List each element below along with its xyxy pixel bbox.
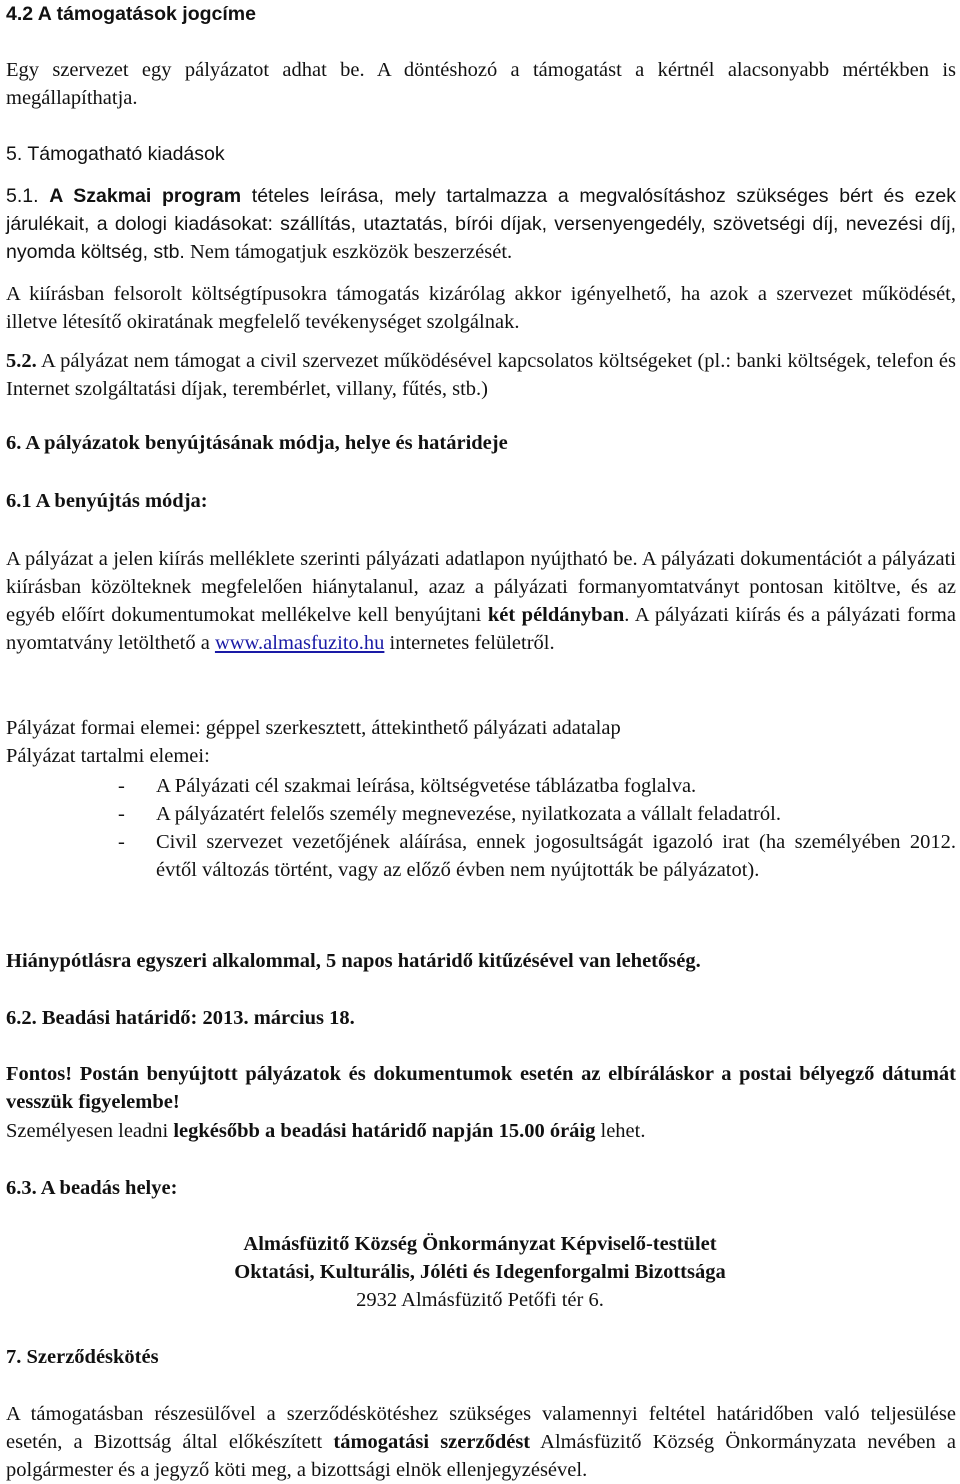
list-item-text: A pályázatért felelős személy megnevezése, nyilatkozata a vállalt feladatról.	[156, 803, 781, 825]
address-line-2: Oktatási, Kulturális, Jóléti és Idegenforgalmi Bizottsága	[234, 1261, 726, 1283]
content-elements-list	[118, 772, 956, 884]
section-5-1-paragraph	[6, 182, 956, 266]
section-6-1-text-1: A pályázat a jelen kiírás melléklete szerinti pályázati adatlapon nyújtható be. A pályázati dokumentációt a pályázati kiírásban közölteknek megfelelően hiánytalanul, azaz a pályázati formanyomtatványt pontosan kitöltve, és az egyéb előírt dokumentumokat mellékelve kell benyújtani	[6, 548, 956, 626]
section-7-paragraph	[6, 1400, 956, 1484]
section-7-text-1: A támogatásban részesülővel a szerződéskötéshez szükséges valamennyi feltétel határidőben való teljesülése esetén, a Bizottság által előkészített	[6, 1403, 956, 1453]
list-item	[118, 772, 956, 800]
section-7-bold: támogatási szerződést	[333, 1431, 531, 1453]
content-elements-line: Pályázat tartalmi elemei:	[6, 745, 210, 767]
section-5-1-tail: Nem támogatjuk eszközök beszerzését.	[184, 241, 513, 263]
personal-delivery-text-2: lehet.	[595, 1120, 646, 1142]
important-notice	[6, 1060, 956, 1116]
section-4-2-heading: 4.2 A támogatások jogcíme	[6, 3, 256, 25]
section-7-text-2: Almásfüzitő Község Önkormányzata nevében a polgármester és a jegyző köti meg, a bizottsági elnök ellenjegyzésével.	[6, 1431, 956, 1481]
section-6-2-heading: 6.2. Beadási határidő: 2013. március 18.	[6, 1007, 355, 1029]
section-5-2-text: A pályázat nem támogat a civil szervezet működésével kapcsolatos költségeket (pl.: banki költségek, telefon és Internet szolgáltatási díjak, terembérlet, villany, fűtés, stb.)	[6, 350, 956, 400]
section-5-1-number: 5.1.	[6, 185, 50, 207]
address-line-1: Almásfüzitő Község Önkormányzat Képviselő-testület	[243, 1233, 717, 1255]
list-item-text: A Pályázati cél szakmai leírása, költségvetése táblázatba foglalva.	[156, 775, 697, 797]
formal-elements-line: Pályázat formai elemei: géppel szerkesztett, áttekinthető pályázati adatalap	[6, 717, 621, 739]
section-6-1-heading: 6.1 A benyújtás módja:	[6, 490, 208, 512]
section-5-2-paragraph	[6, 347, 956, 403]
section-5-2-number: 5.2.	[6, 350, 37, 372]
section-5-heading: 5. Támogatható kiadások	[6, 143, 225, 165]
section-5-1-text: tételes leírása, mely tartalmazza a megvalósításhoz szükséges bért és ezek járulékait, a dologi kiadásokat: szállítás, utaztatás, bírói díjak, versenyengedély, szövetségi díj, nevezési díj, nyomda költség, stb.	[6, 185, 956, 263]
list-item-text: Civil szervezet vezetőjének aláírása, ennek jogosultságát igazoló irat (ha személyében 2012. évtől változás történt, vagy az előző évben nem nyújtották be pályázatot).	[156, 831, 956, 881]
personal-delivery-text-1: Személyesen leadni	[6, 1120, 174, 1142]
section-6-1-text-3: internetes felületről.	[384, 632, 555, 654]
list-item	[118, 828, 956, 884]
section-6-1-text-2: . A pályázati kiírás és a pályázati forma nyomtatvány letölthető a	[6, 604, 956, 654]
section-6-3-heading: 6.3. A beadás helye:	[6, 1177, 178, 1199]
section-6-heading: 6. A pályázatok benyújtásának módja, helye és határideje	[6, 432, 508, 454]
list-dash: -	[118, 775, 125, 797]
personal-delivery-line	[6, 1117, 956, 1145]
address-line-3: 2932 Almásfüzitő Petőfi tér 6.	[356, 1289, 604, 1311]
section-4-2-paragraph: Egy szervezet egy pályázatot adhat be. A döntéshozó a támogatást a kértnél alacsonyabb mértékben is megállapíthatja.	[6, 59, 956, 109]
important-label: Fontos!	[6, 1063, 80, 1085]
list-item	[118, 800, 956, 828]
section-6-1-bold: két példányban	[487, 604, 625, 626]
website-link[interactable]: www.almasfuzito.hu	[214, 632, 385, 654]
personal-delivery-deadline: legkésőbb a beadási határidő napján 15.00 óráig	[173, 1120, 596, 1142]
section-5-1-bold-lead: A Szakmai program	[49, 185, 242, 207]
section-6-1-paragraph	[6, 545, 956, 657]
important-text: Postán benyújtott pályázatok és dokumentumok esetén az elbíráláskor a postai bélyegző dátumát vesszük figyelembe!	[6, 1063, 956, 1113]
list-dash: -	[118, 831, 125, 853]
deficiency-notice: Hiánypótlásra egyszeri alkalommal, 5 napos határidő kitűzésével van lehetőség.	[6, 950, 701, 972]
eligible-costs-paragraph: A kiírásban felsorolt költségtípusokra támogatás kizárólag akkor igényelhető, ha azok a szervezet működését, illetve létesítő okiratának megfelelő tevékenységet szolgálnak.	[6, 283, 956, 333]
list-dash: -	[118, 803, 125, 825]
section-7-heading: 7. Szerződéskötés	[6, 1346, 159, 1368]
